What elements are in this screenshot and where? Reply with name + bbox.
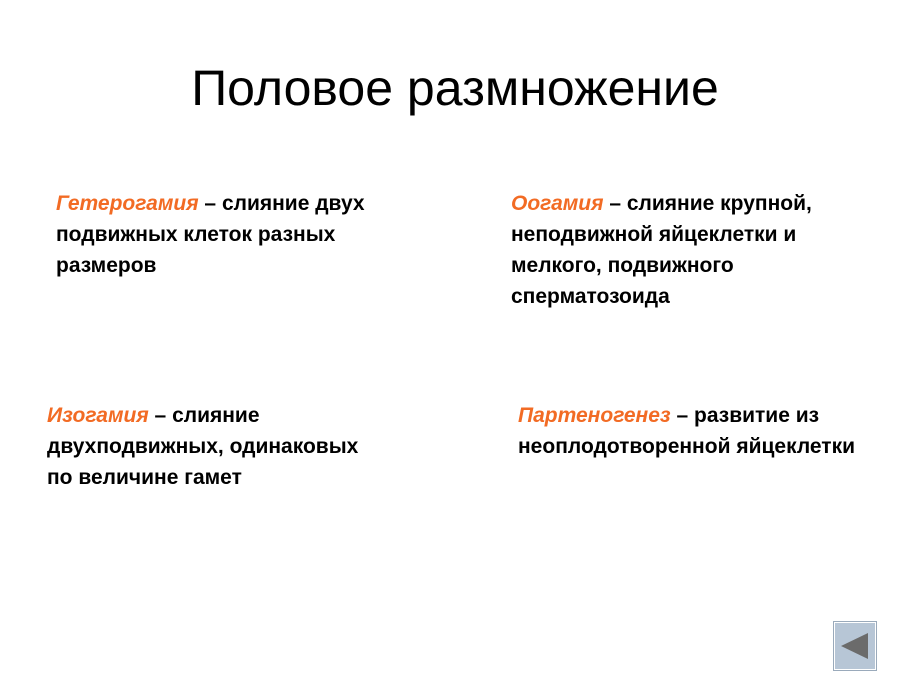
definition-heterogamy (56, 188, 386, 281)
back-button[interactable] (834, 622, 876, 670)
definition-text-isogamy: – слияние двухподвижных, одинаковых по величине гамет (47, 404, 359, 489)
definition-text-oogamy: – слияние крупной, неподвижной яйцеклетки и мелкого, подвижного сперматозоида (511, 192, 812, 308)
term-heterogamy: Гетерогамия (56, 192, 199, 215)
definition-text-heterogamy: – слияние двух подвижных клеток разных размеров (56, 192, 365, 277)
definition-oogamy (511, 188, 891, 312)
slide-title: Половое размножение (191, 60, 719, 116)
triangle-left-icon (835, 623, 875, 669)
term-oogamy: Оогамия (511, 192, 604, 215)
definition-isogamy (47, 400, 387, 493)
term-isogamy: Изогамия (47, 404, 149, 427)
definition-parthenogenesis (518, 400, 858, 462)
definition-text-parthenogenesis: – развитие из неоплодотворенной яйцеклетки (518, 404, 856, 458)
term-parthenogenesis: Партеногенез (518, 404, 671, 427)
